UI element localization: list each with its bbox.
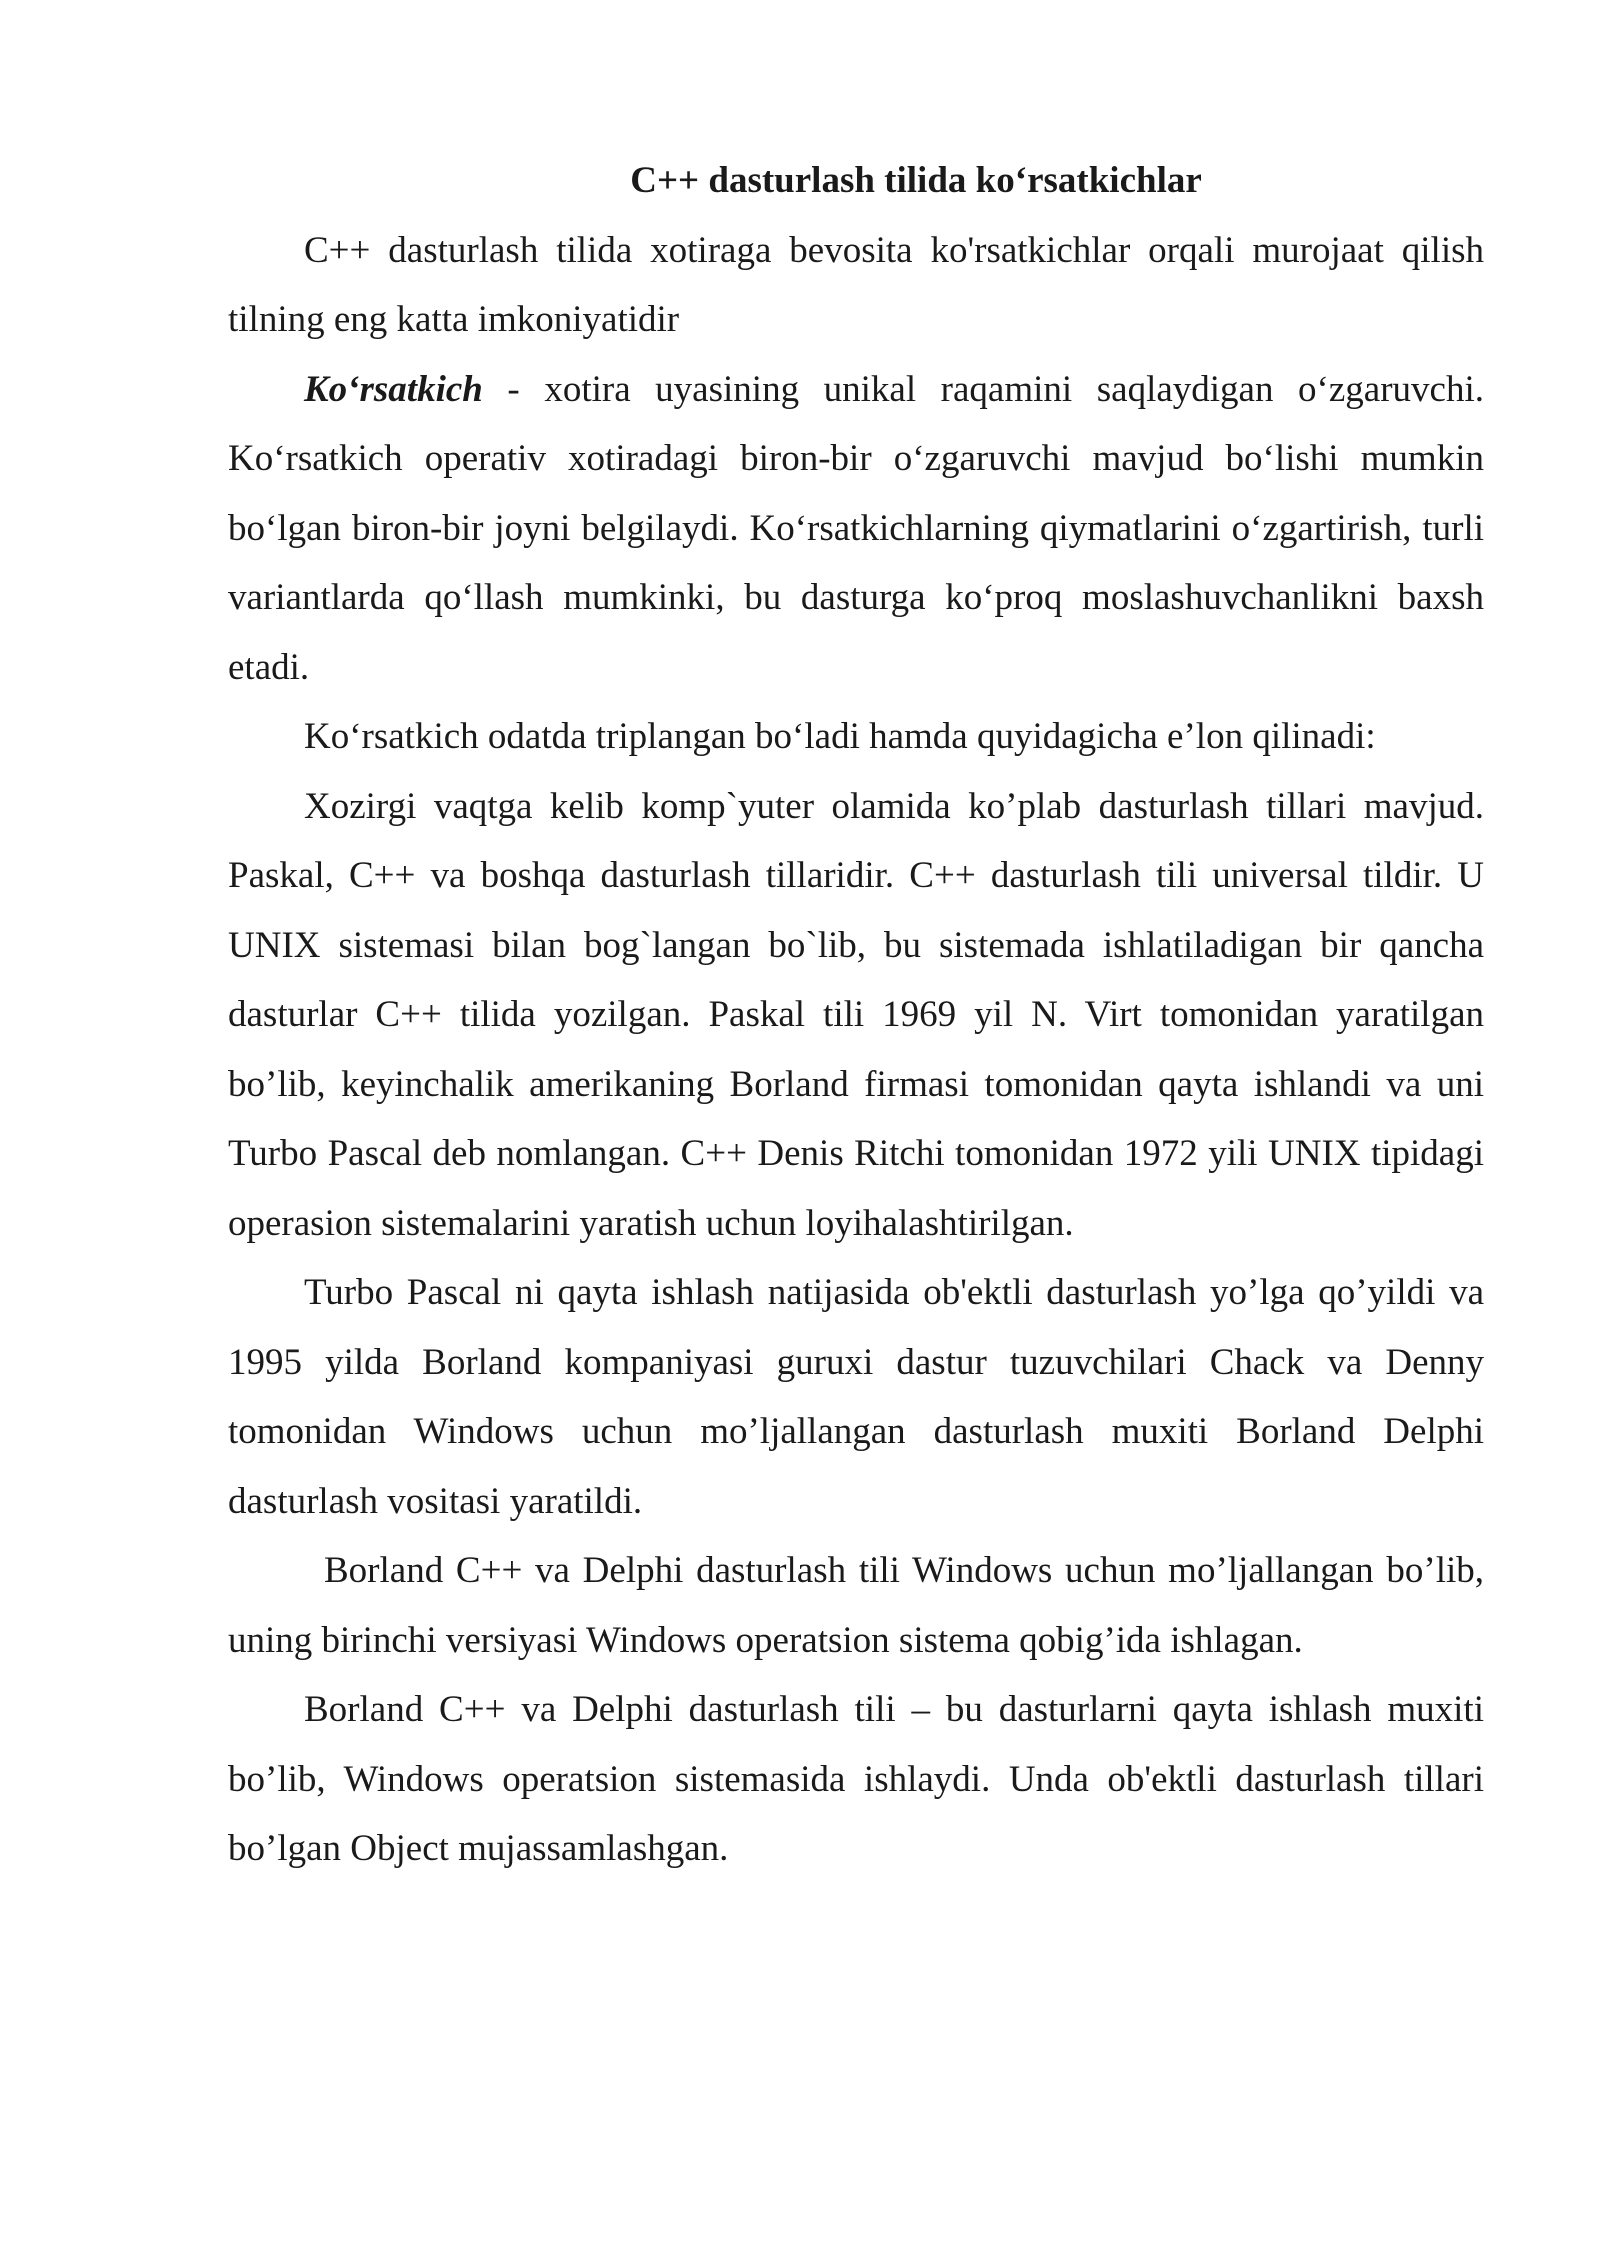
definition-term: Ko‘rsatkich: [304, 368, 483, 410]
paragraph-history: [228, 772, 1484, 1259]
paragraph-text: Borland C++ va Delphi dasturlash tili Windows uchun mo’ljallangan bo’lib, uning birinchi versiyasi Windows operatsion sistema qobig’ida ishlagan.: [228, 1550, 1484, 1661]
paragraph-text: C++ dasturlash tilida xotiraga bevosita ko'rsatkichlar orqali murojaat qilish tilning eng katta imkoniyatidir: [228, 229, 1484, 340]
paragraph-text: Xozirgi vaqtga kelib komp`yuter olamida ko’plab dasturlash tillari mavjud. Paskal, C++ va boshqa dasturlash tillaridir. C++ dasturlash tili universal tildir. U UNIX sistemasi bilan bog`langan bo`lib, bu sistemada ishlatiladigan bir qancha dasturlar C++ tilida yozilgan. Paskal tili 1969 yil N. Virt tomonidan yaratilgan bo’lib, keyinchalik amerikaning Borland firmasi tomonidan qayta ishlandi va uni Turbo Pascal deb nomlangan. C++ Denis Ritchi tomonidan 1972 yili UNIX tipidagi operasion sistemalarini yaratish uchun loyihalashtirilgan.: [228, 785, 1484, 1244]
paragraph-borland-windows: [228, 1536, 1484, 1675]
paragraph-intro: [228, 216, 1484, 355]
paragraph-borland-environment: [228, 1675, 1484, 1884]
paragraph-text: Borland C++ va Delphi dasturlash tili – bu dasturlarni qayta ishlash muxiti bo’lib, Windows operatsion sistemasida ishlaydi. Unda ob'ektli dasturlash tillari bo’lgan Object mujassamlashgan.: [228, 1689, 1484, 1869]
paragraph-turbo-pascal: [228, 1258, 1484, 1536]
paragraph-definition: [228, 355, 1484, 703]
paragraph-text: Ko‘rsatkich odatda triplangan bo‘ladi hamda quyidagicha e’lon qilinadi:: [304, 716, 1376, 757]
paragraph-text: - xotira uyasining unikal raqamini saqlaydigan o‘zgaruvchi. Ko‘rsatkich operativ xotiradagi biron-bir o‘zgaruvchi mavjud bo‘lishi mumkin bo‘lgan biron-bir joyni belgilaydi. Ko‘rsatkichlarning qiymatlarini o‘zgartirish, turli variantlarda qo‘llash mumkinki, bu dasturga ko‘proq moslashuvchanlikni baxsh etadi.: [228, 368, 1484, 688]
paragraph-text: Turbo Pascal ni qayta ishlash natijasida ob'ektli dasturlash yo’lga qo’yildi va 1995 yilda Borland kompaniyasi guruxi dastur tuzuvchilari Chack va Denny tomonidan Windows uchun mo’ljallangan dasturlash muxiti Borland Delphi dasturlash vositasi yaratildi.: [228, 1272, 1484, 1522]
document-title: C++ dasturlash tilida ko‘rsatkichlar: [630, 160, 1202, 201]
document-body: [228, 146, 1484, 1884]
paragraph-declaration: [228, 702, 1484, 772]
